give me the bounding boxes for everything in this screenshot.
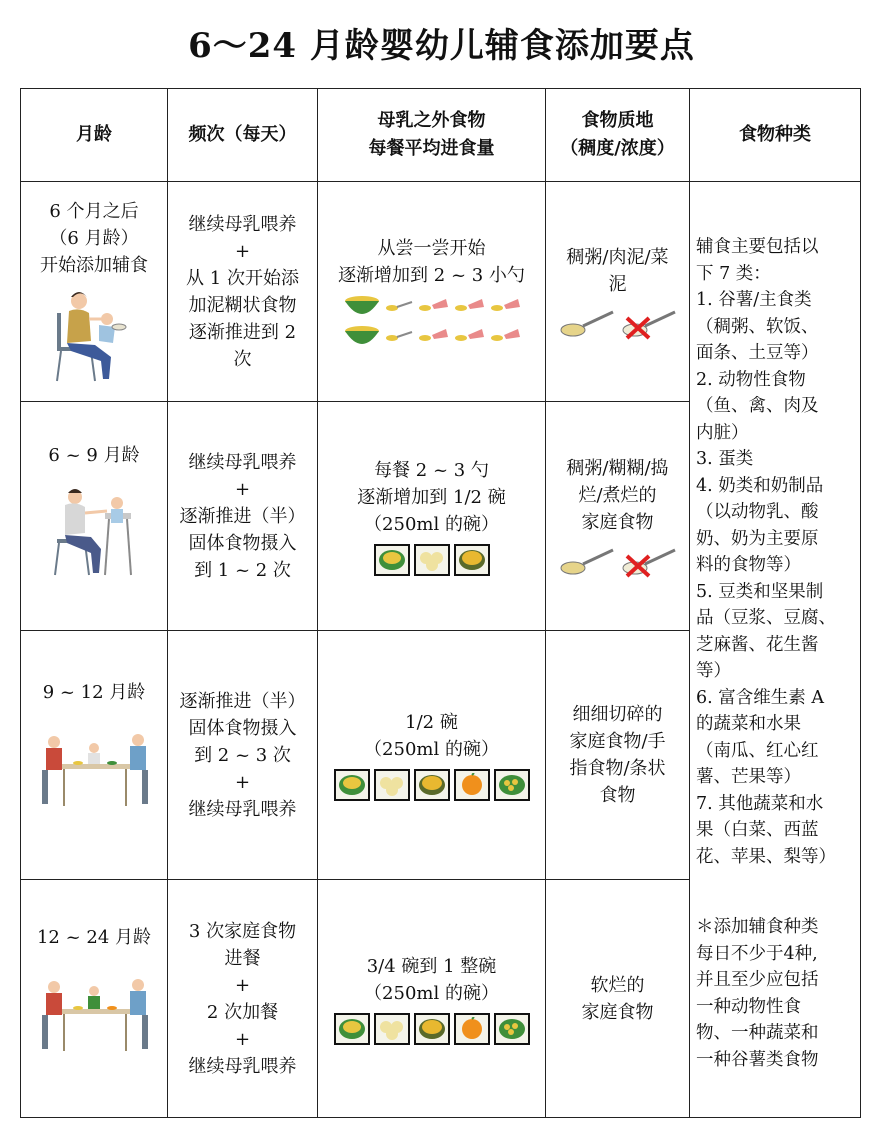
bowl-icon	[494, 769, 530, 801]
frequency-line: 固体食物摄入	[188, 717, 297, 739]
frequency-cell	[168, 182, 318, 402]
food-types-line: 的蔬菜和水果	[696, 714, 801, 734]
frequency-line: 逐渐推进（半）	[179, 505, 306, 527]
header-types: 食物种类	[690, 89, 861, 182]
bowl-icon	[374, 769, 410, 801]
quantity-line: （250ml 的碗）	[364, 982, 499, 1004]
note-line: 物、一种蔬菜和	[696, 1023, 819, 1043]
texture-pictures	[546, 306, 689, 340]
food-types-line: 5. 豆类和坚果制	[696, 581, 824, 602]
frequency-line: 到 2 ~ 3 次	[194, 744, 291, 766]
food-types-line: 3. 蛋类	[696, 449, 754, 469]
food-types-line: （鱼、禽、肉及	[696, 396, 819, 416]
header-row	[21, 89, 861, 182]
header-texture	[546, 89, 690, 182]
red-x-icon	[621, 306, 677, 340]
bowl-icon	[414, 544, 450, 576]
food-types-line: 料的食物等）	[696, 555, 801, 575]
frequency-line: 固体食物摄入	[188, 532, 297, 554]
quantity-cell	[318, 880, 546, 1118]
quantity-cell	[318, 402, 546, 631]
texture-line: 烂/煮烂的	[578, 484, 657, 506]
quantity-line: 逐渐增加到 1/2 碗	[357, 486, 506, 508]
food-types-note	[696, 914, 854, 1073]
frequency-line: +	[234, 1028, 251, 1050]
food-types-line: 7. 其他蔬菜和水	[696, 793, 824, 814]
quantity-line: 从尝一尝开始	[377, 237, 486, 259]
bowl-spoon-row	[318, 323, 545, 349]
bowl-icon	[342, 323, 382, 349]
age-line: 6 个月之后	[49, 201, 139, 222]
spoon-icon	[452, 325, 486, 347]
spoon-icon	[488, 325, 522, 347]
age-cell	[21, 402, 168, 631]
age-line: （6 月龄）	[49, 228, 139, 249]
texture-line: 家庭食物	[581, 511, 654, 533]
note-line: 一种谷薯类食物	[696, 1049, 819, 1070]
food-types-line: 6. 富含维生素 A	[696, 687, 824, 708]
bowl-icon	[342, 293, 382, 319]
note-line: 一种动物性食	[696, 996, 801, 1017]
texture-line: 泥	[608, 273, 627, 295]
texture-line: 食物	[599, 785, 636, 806]
texture-line: 稠粥/糊糊/捣	[566, 457, 669, 479]
texture-line: 家庭食物/手	[569, 731, 666, 752]
mother-feeding-baby-icon	[51, 483, 137, 579]
note-line: 并且至少应包括	[696, 970, 819, 990]
frequency-line: 加泥糊状食物	[188, 294, 297, 316]
quantity-cell	[318, 182, 546, 402]
family-meal-icon	[34, 959, 154, 1055]
food-types-line: （南瓜、红心红	[696, 740, 819, 761]
age-line: 12 ~ 24 月龄	[36, 927, 152, 948]
food-types-line: 1. 谷薯/主食类	[696, 290, 812, 310]
frequency-line: 继续母乳喂养	[188, 1055, 297, 1077]
food-types-line: 花、苹果、梨等）	[696, 846, 836, 867]
food-types-line: 面条、土豆等）	[696, 343, 819, 363]
food-types-line: 辅食主要包括以	[696, 237, 819, 257]
age-line: 6 ~ 9 月龄	[48, 445, 140, 466]
texture-cell	[546, 182, 690, 402]
food-types-line: 等）	[696, 661, 731, 681]
frequency-line: 次	[233, 348, 252, 370]
spoon-icon	[384, 326, 414, 346]
header-quantity-line1: 母乳之外食物	[377, 110, 486, 131]
food-types-line: 奶、奶为主要原	[696, 528, 819, 549]
texture-line: 细细切碎的	[572, 704, 663, 725]
quantity-line: 每餐 2 ~ 3 勺	[374, 459, 489, 481]
header-texture-line2: （稠度/浓度）	[560, 138, 675, 159]
header-quantity-line2: 每餐平均进食量	[368, 138, 495, 159]
food-types-cell	[690, 182, 861, 1118]
food-pictures	[318, 544, 545, 576]
quantity-line: 3/4 碗到 1 整碗	[366, 955, 497, 977]
family-meal-icon	[34, 714, 154, 810]
frequency-line: 进餐	[224, 947, 261, 969]
quantity-line: （250ml 的碗）	[364, 513, 499, 535]
spoon-icon	[452, 295, 486, 317]
texture-line: 稠粥/肉泥/菜	[566, 246, 669, 268]
frequency-line: 3 次家庭食物	[188, 920, 297, 942]
feeding-table	[20, 88, 861, 1118]
age-cell	[21, 880, 168, 1118]
frequency-line: +	[234, 478, 251, 500]
spoon-icon	[416, 295, 450, 317]
orange-icon	[454, 1013, 490, 1045]
bowl-icon	[374, 544, 410, 576]
frequency-line: +	[234, 240, 251, 262]
food-types-list	[696, 234, 854, 870]
food-types-line: 4. 奶类和奶制品	[696, 475, 824, 496]
bowl-icon	[334, 1013, 370, 1045]
red-x-icon	[621, 544, 677, 578]
age-line: 9 ~ 12 月龄	[42, 682, 146, 703]
food-types-line: 2. 动物性食物	[696, 369, 806, 390]
food-types-line: 芝麻酱、花生酱	[696, 634, 819, 655]
texture-cell	[546, 402, 690, 631]
frequency-line: 从 1 次开始添	[186, 267, 299, 289]
food-types-line: 果（白菜、西蓝	[696, 820, 819, 840]
food-types-line: 薯、芒果等）	[696, 767, 801, 787]
quantity-line: 1/2 碗	[405, 712, 458, 733]
food-types-line: 下 7 类：	[696, 263, 771, 284]
age-cell	[21, 631, 168, 880]
bowl-icon	[374, 1013, 410, 1045]
frequency-cell	[168, 880, 318, 1118]
header-age: 月龄	[21, 89, 168, 182]
bowl-icon	[414, 1013, 450, 1045]
note-line: 每日不少于4种,	[696, 943, 818, 964]
food-pictures	[318, 1013, 545, 1045]
frequency-line: 继续母乳喂养	[188, 798, 297, 820]
texture-cell	[546, 631, 690, 880]
frequency-line: 逐渐推进到 2	[188, 321, 297, 343]
frequency-line: 逐渐推进（半）	[179, 690, 306, 712]
header-quantity	[318, 89, 546, 182]
texture-line: 指食物/条状	[569, 758, 666, 779]
frequency-line: 继续母乳喂养	[188, 213, 297, 235]
table-row	[21, 182, 861, 402]
spoon-icon	[488, 295, 522, 317]
bowl-spoon-row	[318, 293, 545, 319]
bowl-icon	[414, 769, 450, 801]
spoon-icon	[559, 544, 615, 578]
note-line: ＊添加辅食种类	[696, 917, 819, 937]
food-pictures	[318, 769, 545, 801]
spoon-icon	[384, 296, 414, 316]
spoon-icon	[559, 306, 615, 340]
frequency-line: 继续母乳喂养	[188, 451, 297, 473]
frequency-line: 2 次加餐	[206, 1001, 279, 1023]
header-texture-line1: 食物质地	[581, 110, 654, 131]
age-line: 开始添加辅食	[40, 255, 148, 276]
frequency-line: +	[234, 974, 251, 996]
page-title: 6～24 月龄婴幼儿辅食添加要点	[188, 26, 695, 66]
bowl-icon	[334, 769, 370, 801]
frequency-cell	[168, 631, 318, 880]
orange-icon	[454, 769, 490, 801]
texture-cell	[546, 880, 690, 1118]
spoon-icon	[416, 325, 450, 347]
frequency-line: 到 1 ~ 2 次	[194, 559, 291, 581]
texture-line: 软烂的	[590, 974, 645, 996]
food-types-line: （稠粥、软饭、	[696, 316, 819, 337]
quantity-line: 逐渐增加到 2 ~ 3 小勺	[338, 264, 525, 286]
quantity-cell	[318, 631, 546, 880]
bowl-icon	[494, 1013, 530, 1045]
quantity-line: （250ml 的碗）	[364, 739, 499, 760]
mother-feeding-baby-icon	[51, 285, 137, 385]
food-types-line: 内脏）	[696, 422, 749, 443]
texture-pictures	[546, 544, 689, 578]
texture-line: 家庭食物	[581, 1001, 654, 1023]
age-cell	[21, 182, 168, 402]
bowl-icon	[454, 544, 490, 576]
frequency-cell	[168, 402, 318, 631]
food-types-line: 品（豆浆、豆腐、	[696, 608, 836, 628]
frequency-line: +	[234, 771, 251, 793]
header-frequency: 频次（每天）	[168, 89, 318, 182]
food-types-line: （以动物乳、酸	[696, 502, 819, 522]
